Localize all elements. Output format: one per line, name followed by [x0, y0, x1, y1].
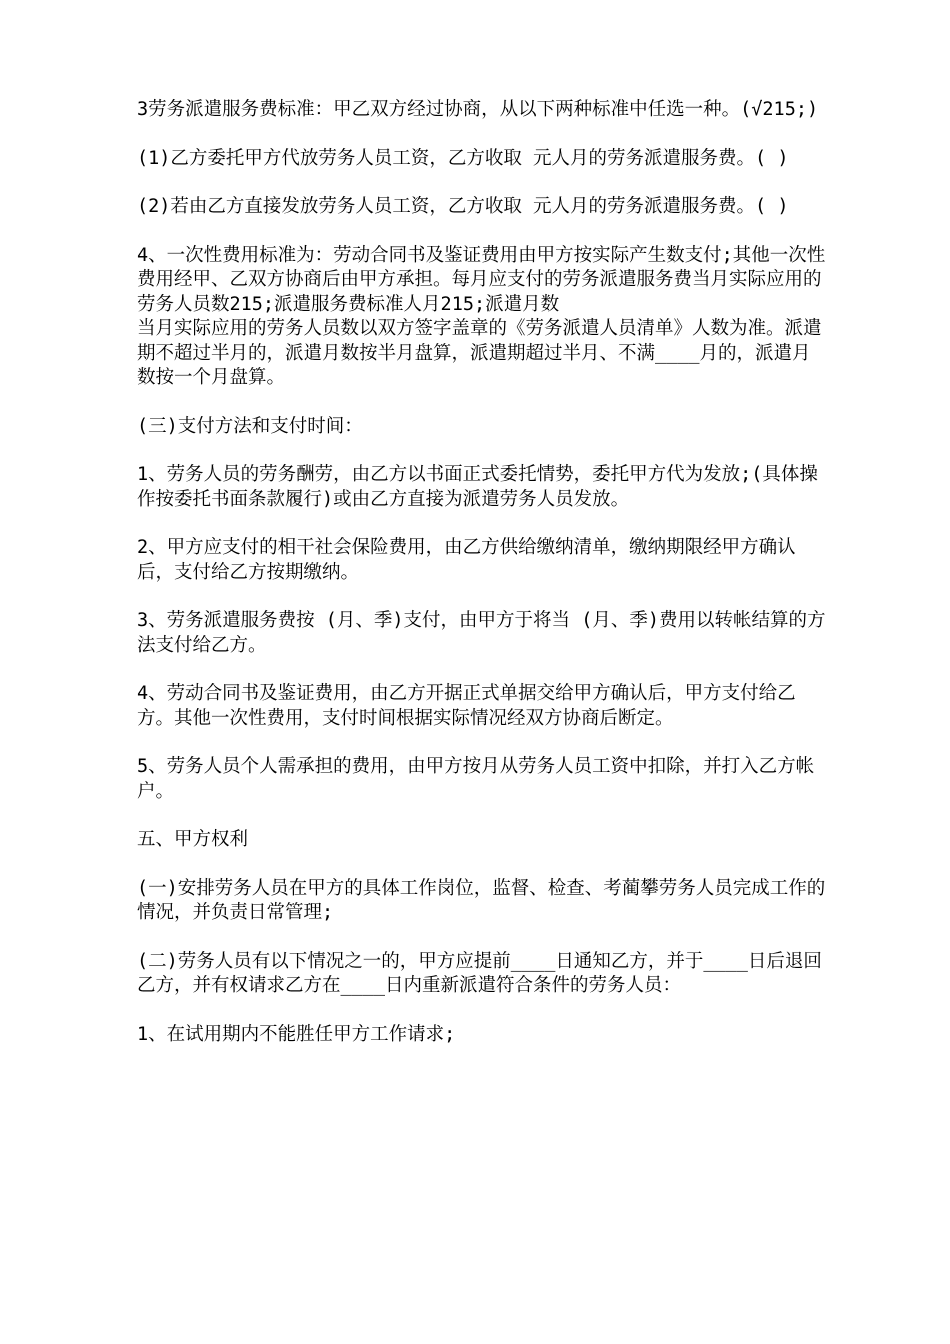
paragraph-option-1: (1)乙方委托甲方代放劳务人员工资，乙方收取 元人月的劳务派遣服务费。( ) — [137, 147, 789, 169]
paragraph-payment-2: 2、甲方应支付的相干社会保险费用，由乙方供给缴纳清单，缴纳期限经甲方确认后，支付给乙方按期缴纳。 — [137, 537, 796, 583]
paragraph-payment-5: 5、劳务人员个人需承担的费用，由甲方按月从劳务人员工资中扣除，并打入乙方帐户。 — [137, 756, 815, 802]
paragraph-service-fee-standard: 3劳务派遣服务费标准：甲乙双方经过协商，从以下两种标准中任选一种。(√215;) — [137, 99, 819, 120]
paragraph-one-time-fee: 4、一次性费用标准为：劳动合同书及鉴证费用由甲方按实际产生数支付;其他一次性费用经甲、乙双方协商后由甲方承担。每月应支付的劳务派遣服务费当月实际应用的劳务人员数215;派遣服务费标准人月215;派遣月数 — [137, 244, 826, 315]
paragraph-right-1: (一)安排劳务人员在甲方的具体工作岗位，监督、检查、考蔺攀劳务人员完成工作的情况，并负责日常管理; — [137, 877, 826, 923]
section-heading-party-a-rights: 五、甲方权利 — [137, 829, 249, 850]
paragraph-payment-4: 4、劳动合同书及鉴证费用，由乙方开据正式单据交给甲方确认后，甲方支付给乙方。其他一次性费用，支付时间根据实际情况经双方协商后断定。 — [137, 683, 796, 729]
paragraph-payment-1: 1、劳务人员的劳务酬劳，由乙方以书面正式委托情势，委托甲方代为发放;(具体操作按委托书面条款履行)或由乙方直接为派遣劳务人员发放。 — [137, 464, 818, 510]
section-heading-payment-method: (三)支付方法和支付时间： — [137, 415, 363, 437]
paragraph-option-2: (2)若由乙方直接发放劳务人员工资，乙方收取 元人月的劳务派遣服务费。( ) — [137, 196, 789, 217]
paragraph-dispatch-months: 当月实际应用的劳务人员数以双方签字盖章的《劳务派遣人员清单》人数为准。派遣期不超过半月的，派遣月数按半月盘算，派遣期超过半月、不满____月的，派遣月数按一个月盘算。 — [137, 318, 822, 388]
document-body — [137, 98, 827, 1071]
paragraph-right-2-item-1: 1、在试用期内不能胜任甲方工作请求; — [137, 1023, 456, 1045]
paragraph-payment-3: 3、劳务派遣服务费按 (月、季)支付，由甲方于将当 (月、季)费用以转帐结算的方法支付给乙方。 — [137, 610, 826, 656]
paragraph-right-2: (二)劳务人员有以下情况之一的，甲方应提前____日通知乙方，并于____日后退回乙方，并有权请求乙方在____日内重新派遣符合条件的劳务人员： — [137, 950, 822, 996]
